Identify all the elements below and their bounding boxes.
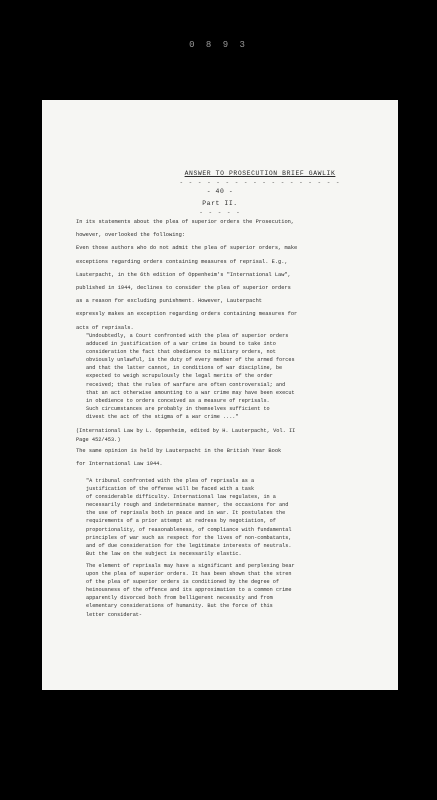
page-number: - 40 -	[206, 188, 234, 195]
document-title: ANSWER TO PROSECUTION BRIEF GAWLIK	[184, 170, 336, 177]
paragraph-british-year-book: The same opinion is held by Lauterpacht in the British Year Book for International Law 1944.	[76, 448, 282, 468]
part-heading: Part II.	[202, 200, 238, 207]
block-quote-tribunal: "A tribunal confronted with the plea of reprisals as a justification of the offense will be faced with a task of considerable difficulty. International law regulates, in a necessarily rough and indeterminate manner, the occasions for and the use of reprisals both in peace and in war. It postulates the requirements of a prior attempt at redress by negotiation, of proportionality, of reasonableness, of compliance with fundamental principles of war such as respect for the lives of non-combatants, and of due consideration for the legitimate interests of neutrals. But the law on the subject is necessarily elastic.	[86, 478, 292, 557]
block-quote-reprisals: The element of reprisals may have a significant and perplexing bear upon the plea of superior orders. It has been shown that the stren of the plea of superior orders is conditioned by the degree of heinousness of the offence and its approximation to a common crime apparently divorced both from belligerent necessity and from elementary considerations of humanity. But the force of this letter considerat-	[86, 563, 295, 618]
part-underline: - - - - -	[199, 209, 241, 216]
block-quote-oppenheim: "Undoubtedly, a Court confronted with the plea of superior orders adduced in justification of a war crime is bound to take into consideration the fact that obedience to military orders, not obviously unlawful, is the duty of every member of the armed forces and that the latter cannot, in conditions of war discipline, be expected to weigh scrupulously the legal merits of the order received; that the rules of warfare are often controversial; and that an act otherwise amounting to a war crime may have been execut in obedience to orders conceived as a measure of reprisals. Such circumstances are probably in themselves sufficient to divest the act of the stigma of a war crime ...."	[86, 333, 295, 420]
paragraph-plea-of-superior-orders: In its statements about the plea of superior orders the Prosecution, however, overlooked the following: Even those authors who do not admit the plea of superior orders, make exceptions regarding orders containing measures of reprisal. E.g., Lauterpacht, in the 6th edition of Oppenheim's "International Law", published in 1944, declines to consider the plea of superior orders as a reason for excluding punishment. However, Lauterpacht expressly makes an exception regarding orders containing measures for acts of reprisals.	[76, 219, 298, 331]
document-page	[42, 100, 398, 690]
citation-oppenheim: (International Law by L. Oppenheim, edited by H. Lauterpacht, Vol. II Page 452/453.)	[76, 428, 296, 443]
title-underline: - - - - - - - - - - - - - - - - - -	[179, 179, 341, 186]
film-frame-number: 0 8 9 3	[189, 40, 248, 50]
